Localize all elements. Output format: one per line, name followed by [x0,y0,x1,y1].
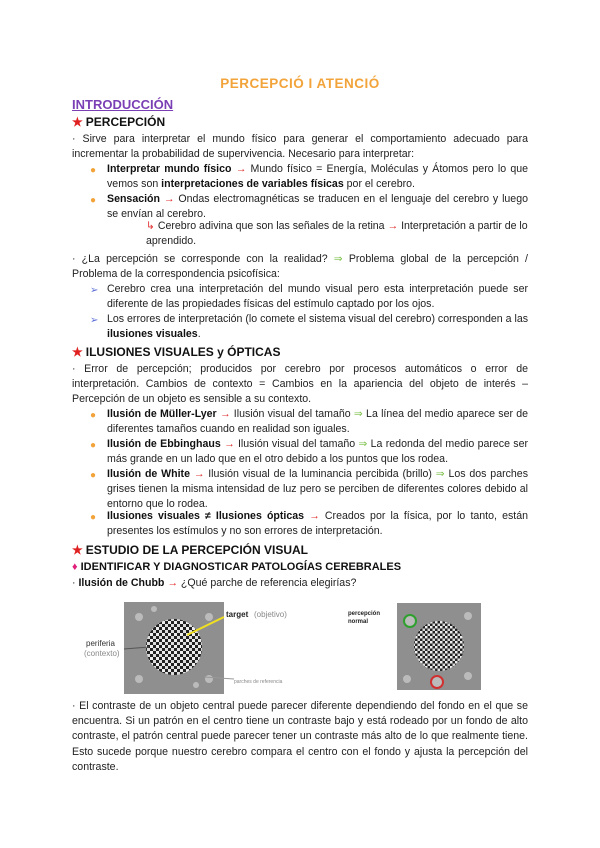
bullet-icon: ● [90,165,97,176]
bullet-icon: ● [90,410,97,421]
correct-reference-patch [404,615,416,627]
central-patch [414,621,464,671]
hook-arrow-icon: ↳ [146,220,155,232]
bullet-errores: Los errores de interpretación (lo comete el sistema visual del cerebro) corresponden a las ilusiones visuales. [107,313,529,341]
bullet-icon: ● [90,470,97,481]
percepcion-label: percepción normal [348,611,381,625]
contexto-label: (contexto) [84,649,120,658]
bullet-ilusiones-opticas: Ilusiones visuales ≠ Ilusiones ópticas → Creados por la física, por lo tanto, están presentes los estímulos y no son errores de interpretación. [107,510,528,538]
target-label: target [226,610,249,619]
paragraph-correspondencia: · ¿La percepción se corresponde con la realidad? ⇒ Problema global de la percepción / Problema de la correspondencia psicofísica: [72,253,528,281]
diamond-icon: ♦ [72,561,78,573]
wrong-reference-patch [431,676,443,688]
objetivo-label: (objetivo) [254,610,287,619]
bullet-icon: ● [90,195,97,206]
star-icon: ★ [72,115,83,129]
bullet-cerebro-crea: Cerebro crea una interpretación del mundo visual pero esta interpretación puede ser diferente de las propiedades físicas del estímulo captado por los ojos. [107,283,528,311]
bullet-ebbinghaus: Ilusión de Ebbinghaus → Ilusión visual del tamaño ⇒ La redonda del medio parece ser más grande en un lado que en el otro debido a los puntos que los rodea. [107,438,529,466]
bullet-interpretar: Interpretar mundo físico → Mundo físico = Energía, Moléculas y Átomos pero lo que vemos son interpretaciones de variables físicas por el cerebro. [107,163,529,191]
bullet-white: Ilusión de White → Ilusión visual de la luminancia percibida (brillo) ⇒ Los dos parches grises tienen la misma intensidad de luz pero se perciben de diferentes colores debido al entorno que lo rodea. [107,468,528,511]
sub-note-cerebro: ↳ Cerebro adivina que son las señales de la retina → Interpretación a partir de lo aprendido. [146,220,528,248]
star-icon: ★ [72,543,83,557]
central-patch [146,619,202,675]
arrow-bullet-icon: ➢ [90,315,99,326]
periferia-label: periferia [86,639,115,648]
bullet-icon: ● [90,440,97,451]
bullet-sensacion: Sensación → Ondas electromagnéticas se traducen en el lenguaje del cerebro y luego se envían al cerebro. [107,193,528,221]
page-title: PERCEPCIÓ I ATENCIÓ [220,76,380,91]
intro-heading: INTRODUCCIÓN [72,97,174,112]
bullet-icon: ● [90,512,97,523]
bullet-muller-lyer: Ilusión de Müller-Lyer → Ilusión visual del tamaño ⇒ La línea del medio aparece ser de diferentes tamaños cuando en realidad son iguales. [107,408,529,436]
section-heading-ilusiones: ★ ILUSIONES VISUALES y ÓPTICAS [72,345,281,359]
section-heading-percepcion: ★ PERCEPCIÓN [72,115,166,129]
paragraph-percepcion: · Sirve para interpretar el mundo físico para generar el comportamiento adecuado para incrementar la probabilidad de supervivencia. Necesario para interpretar: [72,133,528,161]
star-icon: ★ [72,345,83,359]
subheading-identificar: ♦ IDENTIFICAR Y DIAGNOSTICAR PATOLOGÍAS CEREBRALES [72,561,402,573]
chubb-illusion-figure [84,597,304,697]
paragraph-chubb: · Ilusión de Chubb → ¿Qué parche de referencia elegirías? [72,577,357,589]
section-heading-estudio: ★ ESTUDIO DE LA PERCEPCIÓN VISUAL [72,543,309,557]
arrow-bullet-icon: ➢ [90,285,99,296]
paragraph-ilusiones: · Error de percepción; producidos por cerebro por procesos automáticos o error de interpretación. Cambios de contexto = Cambios en la apariencia del objeto de interés – Percepción de un objeto es sensible a su contexto. [72,363,528,406]
percepcion-normal-figure [345,601,482,692]
paragraph-contraste: · El contraste de un objeto central puede parecer diferente dependiendo del fondo en el que se encuentra. Si un patrón en el centro tiene un contraste bajo y está rodeado por un fondo de alto contraste, el patrón central puede parecer tener un contraste más alto de lo que realmente tiene. Esto sucede porque nuestro cerebro compara el centro con el fondo y ajusta la percepción del contraste. [72,700,528,773]
parches-label: parches de referencia [234,679,283,685]
